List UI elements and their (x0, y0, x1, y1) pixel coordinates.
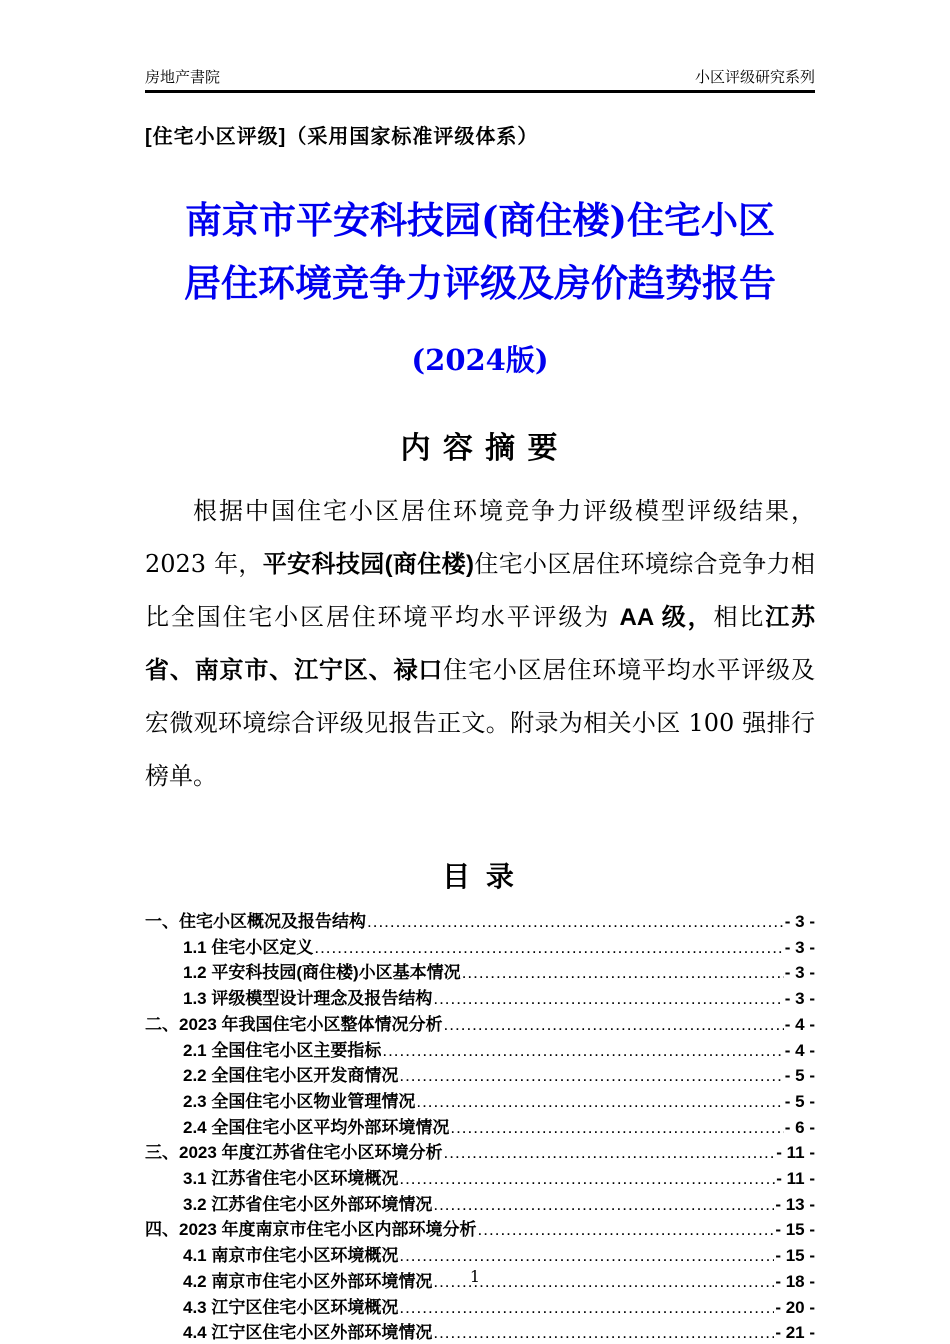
toc-dot-leader (433, 1320, 774, 1344)
toc-dot-leader (399, 1295, 774, 1321)
toc-entry-page: - 4 - (784, 1014, 815, 1034)
toc-entry-page: - 4 - (784, 1040, 815, 1060)
toc-entry-label: 二、2023 年我国住宅小区整体情况分析 (145, 1014, 443, 1034)
abstract-heading: 内 容 摘 要 (400, 432, 560, 465)
toc-heading: 目 录 (442, 861, 518, 892)
toc-entry-label: 3.2 江苏省住宅小区外部环境情况 (183, 1194, 433, 1214)
toc-entry (145, 1038, 815, 1064)
toc-entry (145, 1140, 815, 1166)
toc-entry-label: 四、2023 年度南京市住宅小区内部环境分析 (145, 1220, 477, 1240)
toc-entry-page: - 13 - (775, 1194, 815, 1214)
toc-dot-leader (433, 986, 783, 1012)
toc-entry (145, 960, 815, 986)
page-header (145, 66, 815, 93)
toc-entry-label: 4.4 江宁区住宅小区外部环境情况 (183, 1323, 433, 1343)
toc-dot-leader (433, 1192, 774, 1218)
toc-dot-leader (444, 1012, 784, 1038)
toc-entry (145, 935, 815, 961)
toc-entry (145, 1320, 815, 1344)
toc-entry (145, 1243, 815, 1269)
abstract-segment: 住宅小区居住环境综合竞争力相比全国住宅小区居住环境平均水平评级为 (145, 550, 815, 631)
abstract-segment: 根据中国住宅小区居住环境竞争力评级模型评级结果，2023 年， (145, 497, 815, 578)
toc-entry-page: - 11 - (776, 1143, 815, 1163)
toc-entry-page: - 3 - (784, 937, 815, 957)
toc-entry-page: - 5 - (784, 1066, 815, 1086)
toc-entry (145, 1012, 815, 1038)
report-title-line1: 南京市平安科技园(商住楼)住宅小区 (184, 198, 775, 242)
abstract-paragraph (145, 485, 815, 803)
toc-entry-page: - 21 - (775, 1323, 815, 1343)
report-edition: (2024版) (411, 343, 549, 377)
toc-entry-label: 3.1 江苏省住宅小区环境概况 (183, 1169, 399, 1189)
abstract-segment: 相比 (713, 603, 766, 631)
toc-entry-page: - 15 - (775, 1220, 815, 1240)
toc-dot-leader (444, 1140, 776, 1166)
toc-entry-label: 4.2 南京市住宅小区外部环境情况 (183, 1271, 433, 1291)
toc-entry-page: - 15 - (775, 1246, 815, 1266)
toc-dot-leader (416, 1089, 783, 1115)
toc-entry-label: 4.3 江宁区住宅小区环境概况 (183, 1297, 399, 1317)
abstract-segment: 平安科技园(商住楼) (262, 551, 474, 578)
toc-entry-page: - 3 - (784, 963, 815, 983)
toc-entry (145, 1089, 815, 1115)
toc-entry-label: 三、2023 年度江苏省住宅小区环境分析 (145, 1143, 443, 1163)
toc-entry-label: 一、住宅小区概况及报告结构 (145, 912, 366, 931)
toc-dot-leader (367, 909, 784, 935)
toc-dot-leader (382, 1038, 783, 1064)
toc-entry (145, 1192, 815, 1218)
abstract-segment: 住宅小区居住环境平均水平评级及宏微观环境综合评级见报告正文。附录为相关小区 100 强排行榜单。 (145, 656, 816, 790)
toc-entry (145, 986, 815, 1012)
toc-entry-page: - 20 - (775, 1297, 815, 1317)
toc-entry (145, 1217, 815, 1243)
abstract-segment: AA 级， (619, 604, 714, 631)
toc-entry-page: - 11 - (776, 1169, 815, 1189)
toc-entry-label: 4.1 南京市住宅小区环境概况 (183, 1246, 399, 1266)
toc-entry-label: 2.1 全国住宅小区主要指标 (183, 1040, 382, 1060)
report-title-line2: 居住环境竞争力评级及房价趋势报告 (184, 261, 776, 305)
toc-dot-leader (399, 1063, 783, 1089)
rating-system-note: [住宅小区评级]（采用国家标准评级体系） (145, 126, 539, 148)
page-number: 1 (469, 1267, 481, 1286)
toc-entry-label: 1.3 评级模型设计理念及报告结构 (183, 989, 433, 1009)
header-right-text: 小区评级研究系列 (694, 69, 815, 86)
abstract-segment: 江苏省、南京市、江宁区、禄口 (145, 604, 816, 684)
toc-dot-leader (478, 1217, 775, 1243)
toc-dot-leader (399, 1243, 774, 1269)
toc-entry-page: - 5 - (784, 1091, 815, 1111)
toc-entry-page: - 3 - (784, 989, 815, 1009)
toc-entry-label: 2.2 全国住宅小区开发商情况 (183, 1066, 399, 1086)
toc-entry (145, 1166, 815, 1192)
toc-entry-page: - 3 - (784, 912, 815, 931)
toc-entry-label: 1.1 住宅小区定义 (183, 937, 314, 957)
toc-dot-leader (462, 960, 784, 986)
toc-dot-leader (314, 935, 783, 961)
toc-entry (145, 909, 815, 935)
header-left-text: 房地产書院 (145, 69, 221, 86)
toc-entry (145, 1295, 815, 1321)
toc-entry-label: 2.4 全国住宅小区平均外部环境情况 (183, 1117, 450, 1137)
toc-entry-page: - 6 - (784, 1117, 815, 1137)
toc-entry-page: - 18 - (775, 1271, 815, 1291)
toc-dot-leader (399, 1166, 775, 1192)
toc-entry (145, 1063, 815, 1089)
header-rule (145, 90, 815, 93)
report-title (145, 189, 815, 315)
toc-dot-leader (450, 1115, 783, 1141)
toc-entry-label: 2.3 全国住宅小区物业管理情况 (183, 1091, 416, 1111)
toc-entry (145, 1115, 815, 1141)
toc-entry-label: 1.2 平安科技园(商住楼)小区基本情况 (183, 963, 461, 983)
